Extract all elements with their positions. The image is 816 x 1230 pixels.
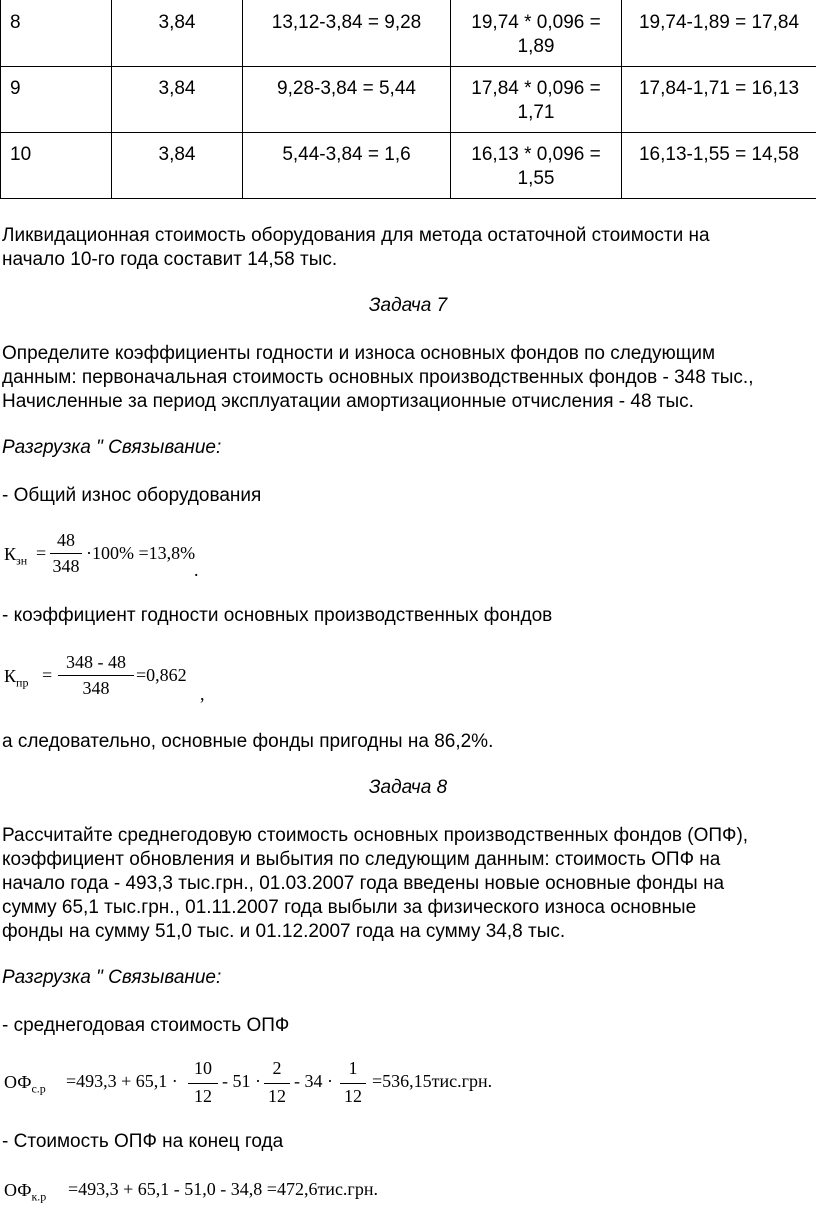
paragraph-line: начало 10-го года составит 14,58 тыс. [2,249,338,270]
cell-depreciation: 3,84 [158,144,196,165]
formula-equals: = [36,543,47,563]
solution-heading: Разгрузка " Связывание: [2,967,222,988]
formula-subscript: зн [16,553,28,568]
paragraph-line: данным: первоначальная стоимость основных производственных фондов - 348 тыс., [2,367,754,388]
cell-rate-line2: 1,55 [517,168,555,189]
table-row [0,66,816,136]
formula-subscript: с.р [31,1081,46,1096]
cell-year: 8 [10,12,21,33]
formula-denominator: 348 [82,678,110,698]
formula-subscript: к.р [31,1189,47,1204]
formula-result: =0,862 [136,665,187,685]
formula-term: - 51 · [222,1071,261,1091]
cell-depreciation: 3,84 [158,78,196,99]
table-row [0,132,816,202]
cell-year: 9 [10,78,21,99]
solution-heading: Разгрузка " Связывание: [2,437,222,458]
fraction-bar [188,1083,218,1084]
formula-numerator: 48 [57,530,75,550]
formula-punctuation: . [194,560,199,580]
cell-residual: 19,74-1,89 = 17,84 [638,12,800,33]
formula-term: =493,3 + 65,1 · [66,1071,178,1091]
cell-rate-line1: 19,74 * 0,096 = [471,12,601,33]
fraction-bar [340,1083,366,1084]
paragraph-line: а следовательно, основные фонды пригодны на 86,2%. [2,731,494,752]
list-item: - среднегодовая стоимость ОПФ [2,1015,290,1036]
formula-symbol: К [4,666,17,686]
formula-result: =493,3 + 65,1 - 51,0 - 34,8 =472,6тис.грн. [68,1179,378,1199]
formula-result: ·100% =13,8% [86,543,196,563]
task-title: Задача 8 [368,777,448,798]
fraction-bar [58,675,134,676]
paragraph-line: Рассчитайте среднегодовую стоимость основных производственных фондов (ОПФ), [2,825,749,846]
formula-symbol: К [4,544,17,564]
formula-symbol: ОФ [4,1072,32,1092]
formula-denominator: 348 [52,556,80,576]
cell-rate-line1: 16,13 * 0,096 = [471,144,601,165]
formula-term: - 34 · [294,1071,333,1091]
table-row [0,0,816,70]
cell-residual: 16,13-1,55 = 14,58 [638,144,800,165]
formula-numerator: 2 [272,1058,282,1078]
paragraph-line: Начисленные за период эксплуатации амортизационные отчисления - 48 тыс. [2,391,694,412]
list-item: - Общий износ оборудования [2,485,262,506]
paragraph-line: Определите коэффициенты годности и износа основных фондов по следующим [2,343,716,364]
cell-straight-line: 13,12-3,84 = 9,28 [271,12,422,33]
list-item: - коэффициент годности основных производственных фондов [2,605,553,626]
paragraph-line: сумму 65,1 тыс.грн., 01.11.2007 года выбыли за физического износа основные [2,897,697,918]
fraction-bar [264,1083,290,1084]
cell-rate-line2: 1,89 [517,36,555,57]
formula-numerator: 1 [348,1058,358,1078]
cell-rate-line2: 1,71 [517,102,555,123]
cell-residual: 17,84-1,71 = 16,13 [638,78,800,99]
formula-subscript: пр [16,675,29,690]
formula-equals: = [42,665,53,685]
formula-denominator: 12 [268,1086,286,1106]
cell-straight-line: 5,44-3,84 = 1,6 [282,144,411,165]
cell-rate-line1: 17,84 * 0,096 = [471,78,601,99]
cell-straight-line: 9,28-3,84 = 5,44 [277,78,416,99]
cell-year: 10 [10,144,32,165]
formula-symbol: ОФ [4,1180,32,1200]
formula-denominator: 12 [194,1086,212,1106]
formula-result: =536,15тис.грн. [372,1071,493,1091]
paragraph-line: фонды на сумму 51,0 тыс. и 01.12.2007 года на сумму 34,8 тыс. [2,921,566,942]
paragraph-line: начало года - 493,3 тыс.грн., 01.03.2007 года введены новые основные фонды на [2,873,725,894]
formula-numerator: 10 [194,1058,212,1078]
formula-denominator: 12 [344,1086,362,1106]
paragraph-line: коэффициент обновления и выбытия по следующим данным: стоимость ОПФ на [2,849,721,870]
fraction-bar [50,553,82,554]
formula-numerator: 348 - 48 [66,652,126,672]
paragraph-line: Ликвидационная стоимость оборудования для метода остаточной стоимости на [2,225,710,246]
task-title: Задача 7 [368,295,448,316]
cell-depreciation: 3,84 [158,12,196,33]
list-item: - Стоимость ОПФ на конец года [2,1131,284,1152]
formula-punctuation: , [200,684,205,704]
